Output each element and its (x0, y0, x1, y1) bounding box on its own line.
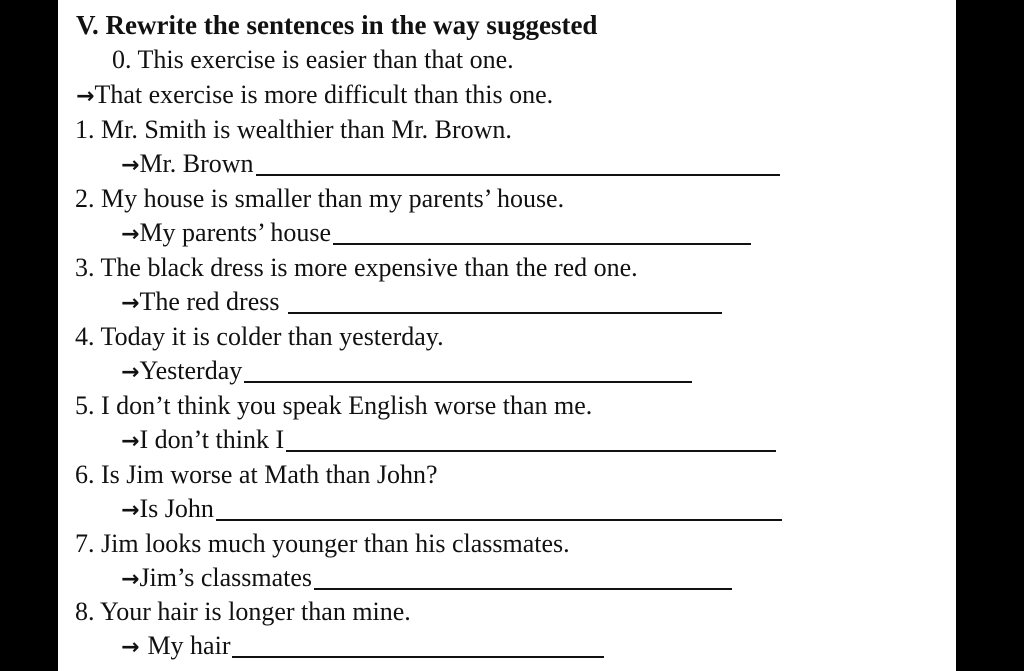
question-3: 3. The black dress is more expensive than the red one. (75, 253, 638, 282)
answer-row-6 (121, 496, 782, 522)
answer-blank-3[interactable] (288, 311, 722, 314)
answer-blank-7[interactable] (314, 587, 732, 590)
answer-blank-5[interactable] (286, 449, 776, 452)
arrow-right-icon: → (121, 222, 140, 247)
answer-prompt-1: Mr. Brown (139, 149, 254, 178)
answer-prompt-4: Yesterday (139, 356, 243, 385)
arrow-right-icon: → (121, 635, 140, 660)
answer-blank-8[interactable] (232, 655, 604, 658)
answer-row-7 (121, 565, 732, 591)
arrow-right-icon: → (121, 567, 140, 592)
answer-row-4 (121, 358, 692, 384)
arrow-right-icon: → (121, 360, 140, 385)
question-5: 5. I don’t think you speak English worse than me. (75, 391, 593, 420)
answer-row-5 (121, 427, 776, 453)
answer-prompt-8: My hair (147, 631, 231, 660)
exercise-heading: V. Rewrite the sentences in the way suggested (76, 10, 598, 40)
worksheet-page (58, 0, 956, 671)
arrow-right-icon: → (121, 429, 140, 454)
question-4: 4. Today it is colder than yesterday. (75, 322, 444, 351)
question-8: 8. Your hair is longer than mine. (75, 597, 411, 626)
answer-prompt-5: I don’t think I (139, 425, 285, 454)
example-question: 0. This exercise is easier than that one. (112, 45, 514, 74)
answer-prompt-3: The red dress (139, 287, 280, 316)
arrow-right-icon: → (76, 84, 95, 109)
example-answer-text: That exercise is more difficult than this one. (94, 80, 554, 109)
answer-row-1 (121, 151, 780, 177)
answer-row-8 (121, 633, 604, 659)
question-2: 2. My house is smaller than my parents’ house. (75, 184, 565, 213)
question-7: 7. Jim looks much younger than his classmates. (75, 529, 570, 558)
answer-blank-6[interactable] (216, 518, 782, 521)
arrow-right-icon: → (121, 498, 140, 523)
arrow-right-icon: → (121, 153, 140, 178)
answer-blank-4[interactable] (244, 380, 692, 383)
arrow-right-icon: → (121, 291, 140, 316)
answer-blank-2[interactable] (333, 242, 751, 245)
answer-prompt-2: My parents’ house (139, 218, 332, 247)
answer-row-3 (121, 289, 722, 315)
question-6: 6. Is Jim worse at Math than John? (75, 460, 438, 489)
answer-prompt-7: Jim’s classmates (139, 563, 313, 592)
example-answer (76, 82, 553, 108)
answer-blank-1[interactable] (256, 173, 780, 176)
answer-prompt-6: Is John (139, 494, 214, 523)
answer-row-2 (121, 220, 751, 246)
question-1: 1. Mr. Smith is wealthier than Mr. Brown. (75, 115, 512, 144)
